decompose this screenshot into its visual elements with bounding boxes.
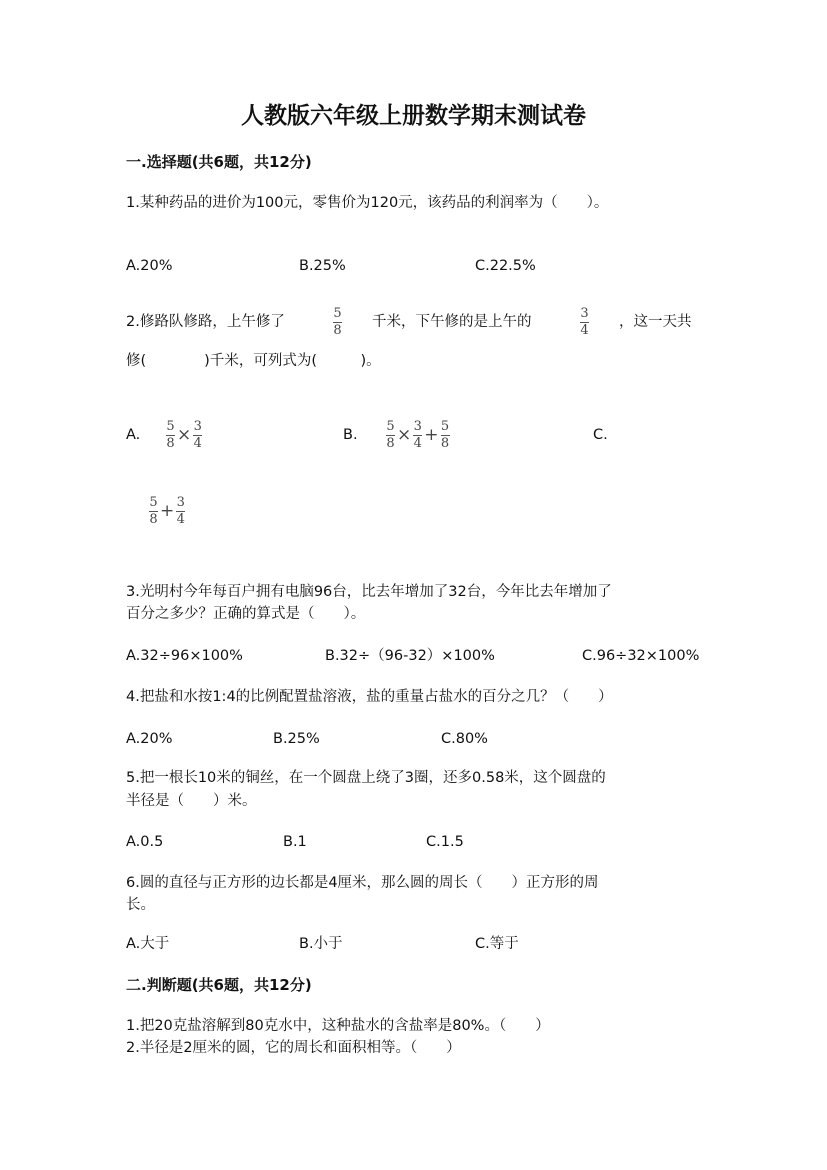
question-3-option-a: A.32÷96×100% xyxy=(126,648,243,664)
question-2-option-c-expression: $\frac{5}{8}$ + $\frac{3}{4}$ xyxy=(149,495,185,527)
question-2-option-a-expression: $\frac{5}{8}$ × $\frac{3}{4}$ xyxy=(166,419,202,451)
question-2-option-b-expression: $\frac{5}{8}$ × $\frac{3}{4}$ + $\frac{5}{8}$ xyxy=(386,419,450,451)
question-4-text: 4.把盐和水按1:4的比例配置盐溶液，盐的重量占盐水的百分之几？（ ） xyxy=(126,689,613,705)
section-2-heading: 二.判断题(共6题，共12分) xyxy=(126,976,312,994)
question-2-option-c-label: C. xyxy=(593,427,608,443)
question-2-option-a-label: A. xyxy=(126,427,141,443)
judgment-1-text: 1.把20克盐溶解到80克水中，这种盐水的含盐率是80%。（ ） xyxy=(126,1018,550,1034)
question-4-option-c: C.80% xyxy=(441,731,488,747)
question-5-text-line1: 5.把一根长10米的铜丝，在一个圆盘上绕了3圈，还多0.58米，这个圆盘的 xyxy=(126,770,606,786)
question-5-option-b: B.1 xyxy=(283,834,307,850)
question-1-option-b: B.25% xyxy=(299,258,346,274)
question-6-option-b: B.小于 xyxy=(299,936,343,952)
question-5-option-c: C.1.5 xyxy=(426,834,464,850)
judgment-2-text: 2.半径是2厘米的圆，它的周长和面积相等。（ ） xyxy=(126,1040,461,1056)
question-2-text-part3: ，这一天共 xyxy=(619,314,692,330)
question-1-option-c: C.22.5% xyxy=(475,258,536,274)
question-2-text-line2: 修( )千米，可列式为( )。 xyxy=(126,353,381,369)
question-3-text-line2: 百分之多少？正确的算式是（ ）。 xyxy=(126,606,366,622)
question-1-text: 1.某种药品的进价为100元，零售价为120元，该药品的利润率为（ ）。 xyxy=(126,195,609,211)
question-6-option-a: A.大于 xyxy=(126,936,170,952)
question-4-option-a: A.20% xyxy=(126,731,173,747)
question-2-text-part2: 千米，下午修的是上午的 xyxy=(372,314,532,330)
question-3-text-line1: 3.光明村今年每百户拥有电脑96台，比去年增加了32台，今年比去年增加了 xyxy=(126,584,612,600)
section-1-heading: 一.选择题(共6题，共12分) xyxy=(126,153,312,171)
question-5-option-a: A.0.5 xyxy=(126,834,164,850)
question-6-option-c: C.等于 xyxy=(475,936,519,952)
question-6-text-line2: 长。 xyxy=(126,897,155,913)
question-3-option-c: C.96÷32×100% xyxy=(582,648,700,664)
question-2-text-part1: 2.修路队修路，上午修了 xyxy=(126,314,285,330)
question-3-option-b: B.32÷（96-32）×100% xyxy=(325,648,495,664)
question-2-option-b-label: B. xyxy=(343,427,358,443)
question-4-option-b: B.25% xyxy=(273,731,320,747)
question-1-option-a: A.20% xyxy=(126,258,173,274)
fraction-five-eighths: 5 8 xyxy=(333,306,342,338)
fraction-three-quarters: 3 4 xyxy=(580,306,589,338)
page-title: 人教版六年级上册数学期末测试卷 xyxy=(241,102,586,129)
question-5-text-line2: 半径是（ ）米。 xyxy=(126,793,257,809)
question-6-text-line1: 6.圆的直径与正方形的边长都是4厘米，那么圆的周长（ ）正方形的周 xyxy=(126,875,599,891)
